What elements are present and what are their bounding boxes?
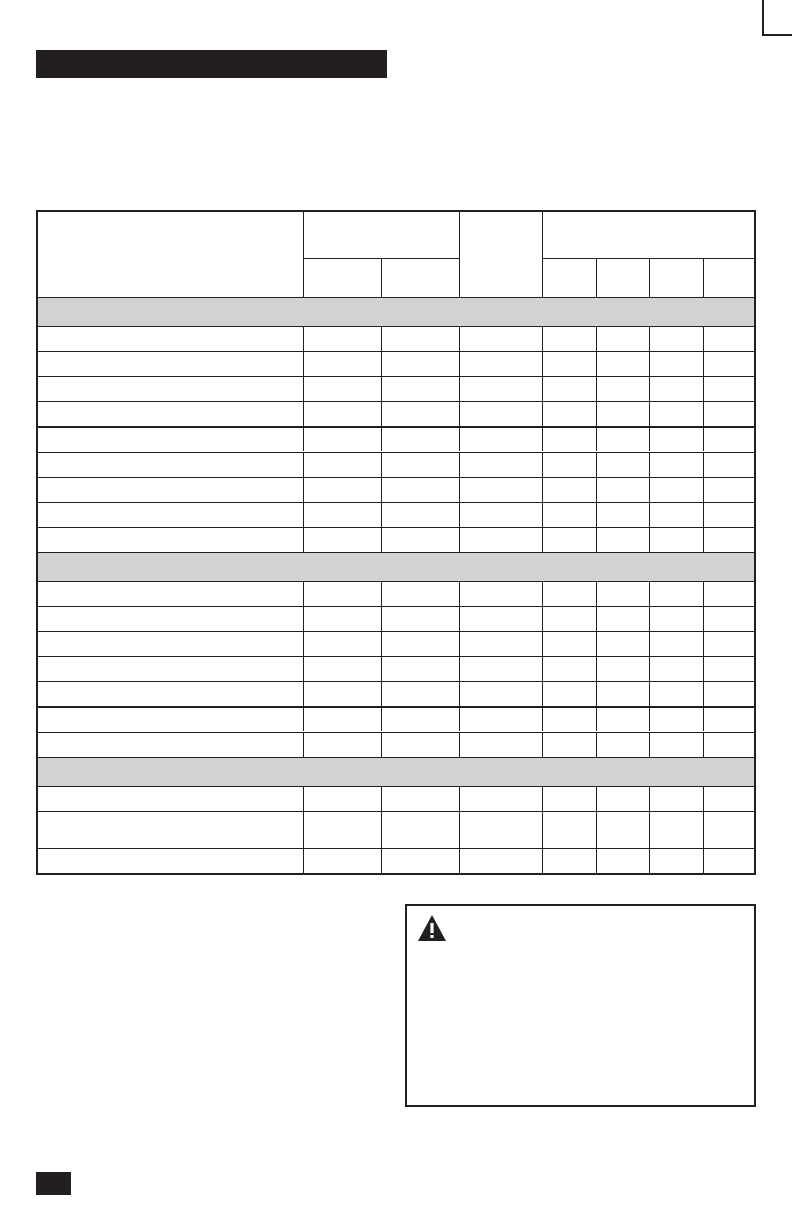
column-divider (542, 452, 543, 477)
column-divider (459, 326, 460, 351)
column-divider (596, 656, 597, 681)
column-divider (542, 848, 543, 873)
row-divider (38, 631, 754, 632)
column-divider (303, 681, 304, 706)
column-divider (649, 401, 650, 426)
column-divider (649, 631, 650, 656)
row-divider (38, 706, 754, 707)
column-divider (649, 656, 650, 681)
row-divider (38, 376, 754, 377)
column-divider (459, 786, 460, 811)
column-divider (596, 581, 597, 606)
column-divider (703, 401, 704, 426)
column-divider (381, 502, 382, 527)
column-divider (303, 376, 304, 401)
column-divider (459, 581, 460, 606)
section-title-bar (36, 50, 387, 78)
page-number-tab (36, 1172, 71, 1195)
column-divider (303, 786, 304, 811)
column-divider (459, 351, 460, 376)
group-a-label (303, 212, 459, 258)
column-divider (459, 452, 460, 477)
row-divider (38, 811, 754, 812)
column-divider (649, 351, 650, 376)
column-divider (381, 376, 382, 401)
row-divider (38, 452, 754, 453)
column-divider (542, 376, 543, 401)
column-divider (649, 376, 650, 401)
column-divider (381, 811, 382, 848)
column-divider (303, 656, 304, 681)
row-divider (38, 732, 754, 733)
column-divider (303, 401, 304, 426)
middle-label (459, 212, 542, 297)
column-divider (542, 656, 543, 681)
column-divider (596, 326, 597, 351)
row-divider (38, 351, 754, 352)
column-divider (381, 351, 382, 376)
column-divider (542, 786, 543, 811)
column-divider (649, 426, 650, 451)
column-divider (459, 848, 460, 873)
group-b-label (542, 212, 754, 258)
column-divider (703, 786, 704, 811)
column-divider (596, 502, 597, 527)
column-divider (303, 811, 304, 848)
column-divider (542, 732, 543, 757)
column-divider (703, 656, 704, 681)
column-divider (596, 527, 597, 552)
header-label (38, 212, 303, 297)
column-divider (596, 351, 597, 376)
column-divider (703, 527, 704, 552)
column-divider (459, 376, 460, 401)
section-band (38, 298, 754, 326)
column-divider (381, 848, 382, 873)
column-divider (381, 656, 382, 681)
column-divider (459, 732, 460, 757)
column-divider (649, 732, 650, 757)
column-divider (596, 477, 597, 502)
row-divider (38, 786, 754, 787)
column-divider (459, 631, 460, 656)
column-divider (381, 326, 382, 351)
crop-mark (762, 0, 764, 34)
column-divider (542, 681, 543, 706)
column-divider (542, 426, 543, 451)
column-divider (596, 606, 597, 631)
column-divider (596, 732, 597, 757)
column-divider (596, 681, 597, 706)
column-divider (703, 811, 704, 848)
row-divider (38, 848, 754, 849)
maintenance-schedule-table (36, 210, 756, 875)
column-divider (381, 631, 382, 656)
column-divider (596, 401, 597, 426)
row-divider (38, 326, 754, 327)
column-divider (649, 786, 650, 811)
column-divider (703, 452, 704, 477)
column-divider (703, 606, 704, 631)
column-divider (649, 326, 650, 351)
column-divider (381, 606, 382, 631)
header-divider (542, 258, 754, 259)
row-divider (38, 477, 754, 478)
column-divider (303, 848, 304, 873)
column-divider (596, 811, 597, 848)
column-divider (703, 848, 704, 873)
row-divider (38, 426, 754, 427)
column-divider (303, 606, 304, 631)
column-divider (596, 848, 597, 873)
column-divider (303, 477, 304, 502)
column-divider (703, 351, 704, 376)
row-divider (38, 606, 754, 607)
column-divider (703, 631, 704, 656)
column-divider (303, 527, 304, 552)
row-divider (38, 656, 754, 657)
column-divider (303, 351, 304, 376)
column-divider (381, 681, 382, 706)
column-divider (303, 426, 304, 451)
column-divider (596, 706, 597, 731)
column-divider (459, 706, 460, 731)
column-divider (703, 581, 704, 606)
column-divider (596, 631, 597, 656)
column-divider (542, 326, 543, 351)
column-divider (703, 706, 704, 731)
column-divider (649, 811, 650, 848)
column-divider (303, 706, 304, 731)
column-divider (381, 732, 382, 757)
column-divider (381, 477, 382, 502)
section-band (38, 758, 754, 786)
column-divider (649, 527, 650, 552)
column-divider (703, 477, 704, 502)
column-divider (542, 477, 543, 502)
column-divider (381, 452, 382, 477)
column-divider (459, 477, 460, 502)
column-divider (649, 681, 650, 706)
column-divider (703, 681, 704, 706)
header-divider (703, 258, 704, 297)
crop-mark (762, 34, 792, 36)
column-divider (649, 606, 650, 631)
column-divider (459, 527, 460, 552)
section-band (38, 553, 754, 581)
column-divider (596, 786, 597, 811)
column-divider (459, 426, 460, 451)
column-divider (303, 502, 304, 527)
column-divider (596, 376, 597, 401)
column-divider (596, 452, 597, 477)
column-divider (303, 631, 304, 656)
column-divider (649, 581, 650, 606)
column-divider (542, 581, 543, 606)
column-divider (303, 581, 304, 606)
column-divider (649, 848, 650, 873)
column-divider (381, 527, 382, 552)
column-divider (303, 452, 304, 477)
row-divider (38, 401, 754, 402)
column-divider (381, 786, 382, 811)
column-divider (542, 706, 543, 731)
column-divider (381, 426, 382, 451)
column-divider (542, 527, 543, 552)
header-divider (596, 258, 597, 297)
column-divider (649, 477, 650, 502)
column-divider (542, 351, 543, 376)
column-divider (459, 606, 460, 631)
warning-triangle-icon (417, 914, 447, 942)
column-divider (649, 706, 650, 731)
column-divider (459, 811, 460, 848)
warning-box (405, 904, 756, 1107)
row-divider (38, 527, 754, 528)
column-divider (459, 656, 460, 681)
column-divider (542, 502, 543, 527)
column-divider (542, 631, 543, 656)
column-divider (303, 732, 304, 757)
column-divider (703, 426, 704, 451)
row-divider (38, 581, 754, 582)
column-divider (459, 502, 460, 527)
column-divider (381, 706, 382, 731)
column-divider (542, 811, 543, 848)
column-divider (459, 681, 460, 706)
row-divider (38, 681, 754, 682)
header-divider (649, 258, 650, 297)
column-divider (649, 502, 650, 527)
header-divider (381, 258, 382, 297)
column-divider (381, 401, 382, 426)
column-divider (459, 401, 460, 426)
column-divider (703, 326, 704, 351)
column-divider (703, 732, 704, 757)
column-divider (381, 581, 382, 606)
column-divider (703, 376, 704, 401)
column-divider (542, 401, 543, 426)
column-divider (596, 426, 597, 451)
column-divider (303, 326, 304, 351)
column-divider (703, 502, 704, 527)
column-divider (542, 606, 543, 631)
row-divider (38, 502, 754, 503)
column-divider (649, 452, 650, 477)
